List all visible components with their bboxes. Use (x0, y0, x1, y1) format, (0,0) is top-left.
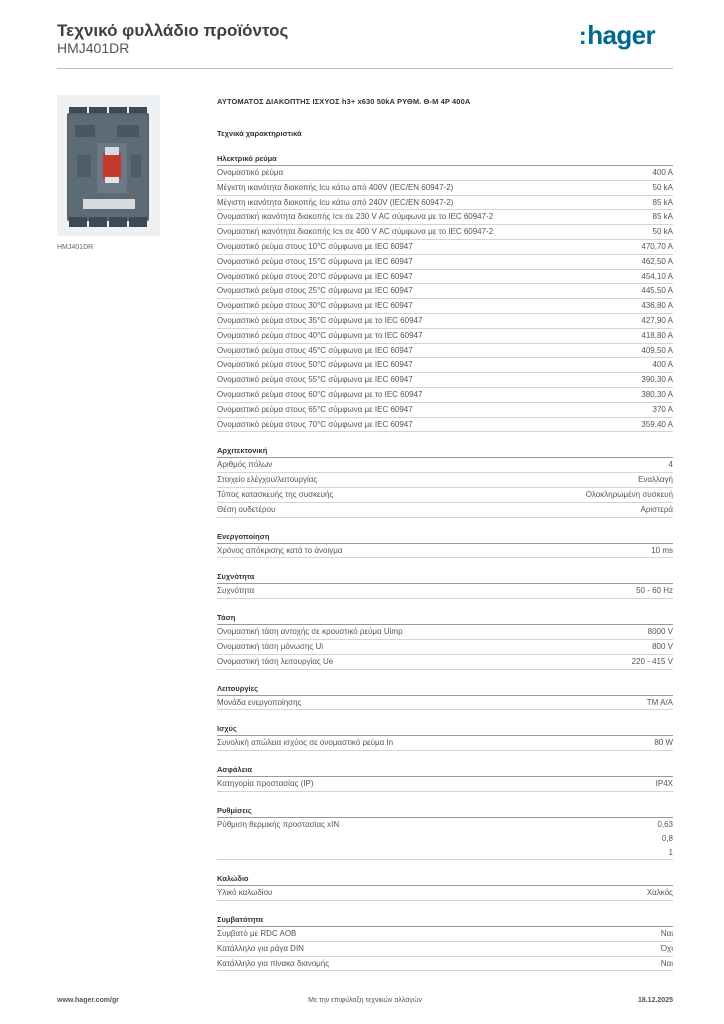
spec-section (217, 571, 673, 599)
spec-value: 50 kA (652, 182, 673, 192)
spec-value: 370 A (652, 404, 673, 414)
spec-row (217, 196, 673, 211)
product-image (57, 95, 160, 236)
spec-value: Ναι (660, 929, 673, 939)
spec-label: Μέγιστη ικανότητα διακοπής Icu κάτω από 240V (IEC/EN 60947-2) (217, 197, 454, 207)
spec-label: Ονομαστικό ρεύμα στους 50°C σύμφωνα με IEC 60947 (217, 360, 413, 370)
spec-row (217, 473, 673, 488)
spec-value: 10 ms (651, 545, 673, 555)
spec-value: Ναι (660, 958, 673, 968)
section-title: Λειτουργίες (217, 683, 673, 696)
spec-row (217, 358, 673, 373)
spec-label: Ονομαστικό ρεύμα (217, 168, 284, 177)
spec-value: 470,70 A (641, 241, 673, 251)
spec-value: Αριστερά (640, 504, 673, 514)
spec-row (217, 488, 673, 503)
spec-label: Ονομαστικό ρεύμα στους 40°C σύμφωνα με το IEC 60947 (217, 330, 423, 340)
spec-value: 4 (668, 460, 673, 470)
spec-label: Ονομαστικό ρεύμα στους 15°C σύμφωνα με IEC 60947 (217, 256, 413, 266)
document-title: Τεχνικό φυλλάδιο προϊόντος (57, 21, 289, 40)
spec-label: Ονομαστική ικανότητα διακοπής Ics σε 230 V AC σύμφωνα με το IEC 60947-2 (217, 212, 494, 222)
spec-row (217, 181, 673, 196)
spec-label: Ονομαστική τάση λειτουργίας Ue (217, 656, 334, 666)
spec-section (217, 805, 673, 860)
spec-value: 50 kA (652, 227, 673, 237)
spec-label: Ονομαστικό ρεύμα στους 35°C σύμφωνα με το IEC 60947 (217, 315, 423, 325)
spec-value-line: 1 (668, 847, 673, 857)
spec-row (217, 418, 673, 433)
spec-row (217, 640, 673, 655)
product-code: HMJ401DR (57, 40, 130, 56)
spec-row (217, 696, 673, 711)
spec-row (217, 225, 673, 240)
spec-label: Θέση ουδετέρου (217, 504, 276, 514)
spec-row (217, 210, 673, 225)
spec-row (217, 625, 673, 640)
spec-section (217, 764, 673, 792)
section-title: Συχνότητα (217, 571, 673, 584)
spec-row (217, 927, 673, 942)
spec-value: 800 V (652, 641, 673, 651)
spec-value: 409,50 A (641, 345, 673, 355)
spec-row (217, 818, 673, 860)
spec-row (217, 270, 673, 285)
spec-label: Ονομαστική τάση μόνωσης Ui (217, 641, 324, 651)
section-title: Ρυθμίσεις (217, 805, 673, 818)
spec-label: Ονομαστική τάση αντοχής σε κρουστικό ρεύμα Uimp (217, 627, 403, 637)
spec-row (217, 503, 673, 518)
specs-heading: Τεχνικά χαρακτηριστικά (217, 129, 302, 138)
section-title: Καλώδιο (217, 873, 673, 886)
product-title: ΑΥΤΟΜΑΤΟΣ ΔΙΑΚΟΠΤΗΣ ΙΣΧΥΟΣ h3+ x630 50kA ΡΥΘΜ. Θ-Μ 4P 400A (217, 97, 471, 106)
spec-row (217, 314, 673, 329)
spec-value-line: 0,8 (661, 833, 673, 843)
section-title: Αρχιτεκτονική (217, 445, 673, 458)
spec-label: Ονομαστικό ρεύμα στους 10°C σύμφωνα με IEC 60947 (217, 241, 413, 251)
spec-row (217, 655, 673, 670)
spec-section (217, 873, 673, 901)
footer-notice: Με την επιφύλαξη τεχνικών αλλαγών (308, 997, 422, 1004)
spec-row (217, 584, 673, 599)
spec-value: Χαλκός (646, 888, 673, 898)
spec-label: Υλικό καλωδίου (217, 888, 273, 898)
spec-row (217, 284, 673, 299)
spec-row (217, 329, 673, 344)
section-title: Τάση (217, 612, 673, 625)
spec-value: 380,30 A (641, 389, 673, 399)
section-title: Ισχύς (217, 723, 673, 736)
spec-row (217, 388, 673, 403)
spec-label: Ονομαστικό ρεύμα στους 65°C σύμφωνα με IEC 60947 (217, 404, 413, 414)
spec-value: 359,40 A (641, 419, 673, 429)
spec-value: 80 W (654, 738, 673, 748)
spec-row (217, 886, 673, 901)
footer-date: 18.12.2025 (637, 997, 673, 1004)
spec-value: 85 kA (652, 212, 673, 222)
spec-row (217, 166, 673, 181)
specifications-content (217, 97, 673, 971)
spec-row (217, 255, 673, 270)
spec-label: Ονομαστικό ρεύμα στους 45°C σύμφωνα με IEC 60947 (217, 345, 413, 355)
spec-value: 454,10 A (641, 271, 673, 281)
spec-label: Μονάδα ενεργοποίησης (217, 697, 302, 707)
spec-section (217, 723, 673, 751)
spec-row (217, 458, 673, 473)
spec-value: 418,80 A (641, 330, 673, 340)
spec-label: Συνολική απώλεια ισχύος σε ονομαστικό ρεύμα In (217, 738, 394, 748)
spec-label: Ονομαστικό ρεύμα στους 20°C σύμφωνα με IEC 60947 (217, 271, 413, 281)
spec-label: Ονομαστικό ρεύμα στους 30°C σύμφωνα με IEC 60947 (217, 301, 413, 311)
spec-row (217, 403, 673, 418)
spec-label: Ονομαστικό ρεύμα στους 25°C σύμφωνα με IEC 60947 (217, 286, 413, 296)
spec-section (217, 445, 673, 517)
spec-value: 400 A (652, 360, 673, 370)
footer-website[interactable]: www.hager.com/gr (57, 997, 119, 1004)
spec-label: Ονομαστικό ρεύμα στους 55°C σύμφωνα με IEC 60947 (217, 375, 413, 385)
spec-row (217, 736, 673, 751)
spec-sections (217, 153, 673, 971)
spec-label: Κατάλληλο για ράγα DIN (217, 943, 304, 953)
section-title: Ηλεκτρικό ρεύμα (217, 153, 673, 166)
spec-label: Συχνότητα (217, 586, 255, 596)
spec-value: Ολοκληρωμένη συσκευή (585, 489, 673, 499)
spec-value: 390,30 A (641, 375, 673, 385)
header-divider (57, 68, 673, 69)
spec-label: Ονομαστικό ρεύμα στους 60°C σύμφωνα με το IEC 60947 (217, 389, 423, 399)
spec-value: Εναλλαγή (638, 475, 673, 485)
spec-row (217, 299, 673, 314)
image-caption: HMJ401DR (57, 244, 94, 251)
spec-value: 85 kA (652, 197, 673, 207)
spec-section (217, 683, 673, 711)
spec-value: TM A/A (646, 697, 673, 707)
spec-value: 220 - 415 V (631, 656, 673, 666)
spec-section (217, 612, 673, 669)
spec-value-line: 0,63 (657, 819, 673, 829)
spec-row (217, 373, 673, 388)
spec-value: 50 - 60 Hz (636, 586, 673, 596)
circuit-breaker-image (57, 95, 160, 236)
spec-value: 436,80 A (641, 301, 673, 311)
spec-value: IP4X (655, 779, 673, 789)
spec-value: 427,90 A (641, 315, 673, 325)
spec-value: Όχι (660, 943, 673, 953)
spec-label: Ρύθμιση θερμικής προστασίας xIN (217, 819, 340, 829)
spec-row (217, 240, 673, 255)
spec-section (217, 531, 673, 559)
section-title: Συμβατότητα (217, 914, 673, 927)
spec-row (217, 777, 673, 792)
logo-text: hager (587, 20, 655, 50)
spec-row (217, 544, 673, 559)
spec-value (657, 818, 673, 859)
spec-section (217, 914, 673, 971)
spec-value: 8000 V (647, 627, 673, 637)
spec-label: Μέγιστη ικανότητα διακοπής Icu κάτω από 400V (IEC/EN 60947-2) (217, 182, 454, 192)
spec-row (217, 957, 673, 972)
spec-value: 445,50 A (641, 286, 673, 296)
spec-label: Αριθμός πόλων (217, 460, 273, 470)
page-header (57, 20, 671, 70)
spec-label: Χρόνος απόκρισης κατά το άνοιγμα (217, 545, 343, 555)
section-title: Ασφάλεια (217, 764, 673, 777)
spec-label: Ονομαστικό ρεύμα στους 70°C σύμφωνα με IEC 60947 (217, 419, 413, 429)
spec-label: Ονομαστική ικανότητα διακοπής Ics σε 400 V AC σύμφωνα με το IEC 60947-2 (217, 227, 494, 237)
spec-label: Στοιχείο ελέγχου/λειτουργίας (217, 475, 318, 485)
spec-row (217, 344, 673, 359)
spec-label: Τύπος κατασκευής της συσκευής (217, 489, 334, 499)
spec-value: 462,50 A (641, 256, 673, 266)
spec-row (217, 942, 673, 957)
spec-section (217, 153, 673, 432)
spec-value: 400 A (652, 168, 673, 177)
spec-label: Συμβατό με RDC AOB (217, 929, 297, 939)
spec-label: Κατηγορία προστασίας (IP) (217, 779, 314, 789)
section-title: Ενεργοποίηση (217, 531, 673, 544)
spec-label: Κατάλληλο για πίνακα διανομής (217, 958, 330, 968)
hager-logo: :hager (578, 20, 655, 50)
